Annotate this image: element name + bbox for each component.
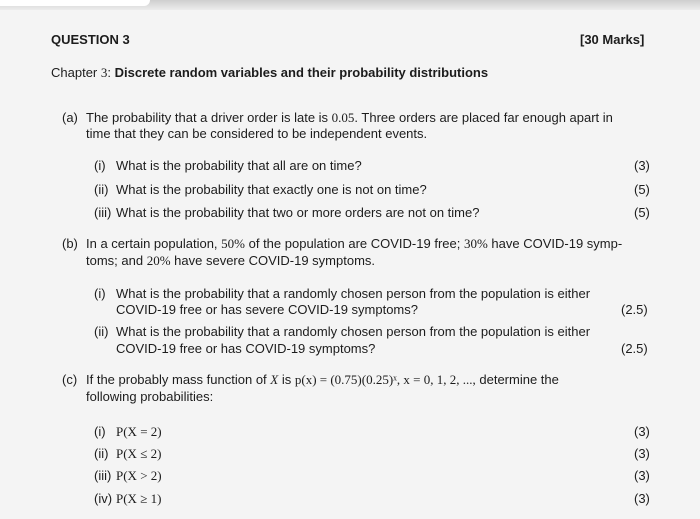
chapter-number: 3 [100,65,108,80]
part-a-label: (a) [62,110,78,125]
part-a-item-num: (ii) [94,182,109,197]
part-b-item-marks: (2.5) [621,341,648,356]
part-b-item-line2: COVID-19 free or has severe COVID-19 symptoms? [116,302,418,317]
part-b-text: have COVID-19 symp- [487,236,623,251]
part-b-item-num: (i) [94,286,106,301]
part-a-item-num: (i) [94,158,106,173]
part-b-percent: 30% [463,236,488,251]
part-b-item-line1 [116,286,650,302]
part-a-item-marks: (5) [634,182,650,197]
top-bar [0,0,700,10]
part-c-item-expr: P(X > 2) [116,468,162,483]
question-title: QUESTION 3 [51,32,130,47]
part-b-item-line2: COVID-19 free or has COVID-19 symptoms? [116,341,376,356]
part-c-formula: p(x) = (0.75)(0.25)ˣ, x = 0, 1, 2, ..., [294,372,476,387]
part-c-item-marks: (3) [634,491,650,506]
marks-total: [30 Marks] [580,32,645,47]
part-a-value: 0.05 [331,110,355,125]
part-a-item-text: What is the probability that exactly one is not on time? [116,182,427,197]
part-c-item-num: (iv) [94,491,113,506]
part-c-label: (c) [62,372,78,387]
part-b-item-text: What is the probability that a randomly chosen person from the population is either [116,324,591,339]
part-c-variable: X [270,372,279,387]
part-c-item-expr: P(X ≤ 2) [116,446,162,461]
part-a-line1 [86,110,613,126]
part-c-line2: following probabilities: [86,389,214,404]
part-a-item-text: What is the probability that all are on time? [116,158,362,173]
part-b-label: (b) [62,236,78,251]
part-b-item-text: What is the probability that a randomly chosen person from the population is either [116,286,591,301]
top-tab [0,0,150,6]
part-b-item-marks: (2.5) [621,302,648,317]
part-c-item-marks: (3) [634,446,650,461]
part-c-item-num: (iii) [94,468,112,483]
part-a-item-num: (iii) [94,205,112,220]
part-a-item-text: What is the probability that two or more orders are not on time? [116,205,480,220]
part-b-text: of the population are COVID-19 free; [245,236,464,251]
part-b-item-num: (ii) [94,324,109,339]
part-c-item-expr: P(X = 2) [116,424,162,439]
part-b-line1 [86,236,622,252]
part-b-text: toms; and [86,253,147,268]
part-b-percent: 20% [146,253,171,268]
chapter-prefix: Chapter [51,65,101,80]
part-c-item-expr: P(X ≥ 1) [116,491,162,506]
part-a-item-marks: (3) [634,158,650,173]
part-c-item-marks: (3) [634,468,650,483]
part-a-item-marks: (5) [634,205,650,220]
part-b-text: In a certain population, [86,236,222,251]
chapter-heading [51,65,488,81]
part-c-text: is [278,372,295,387]
chapter-title: Discrete random variables and their probability distributions [114,65,489,80]
part-c-line1 [86,372,559,388]
chapter-colon: : [107,65,115,80]
part-a-line2: time that they can be considered to be independent events. [86,126,428,141]
part-a-text-pre: The probability that a driver order is late is [86,110,332,125]
part-c-text: If the probably mass function of [86,372,271,387]
part-a-text-post: . Three orders are placed far enough apart in [354,110,613,125]
part-b-line2 [86,253,375,269]
part-c-item-num: (ii) [94,446,109,461]
part-b-item-line1 [116,324,650,340]
part-c-text: determine the [475,372,559,387]
part-b-text: have severe COVID-19 symptoms. [170,253,376,268]
part-c-item-marks: (3) [634,424,650,439]
part-c-item-num: (i) [94,424,106,439]
part-b-percent: 50% [221,236,245,251]
